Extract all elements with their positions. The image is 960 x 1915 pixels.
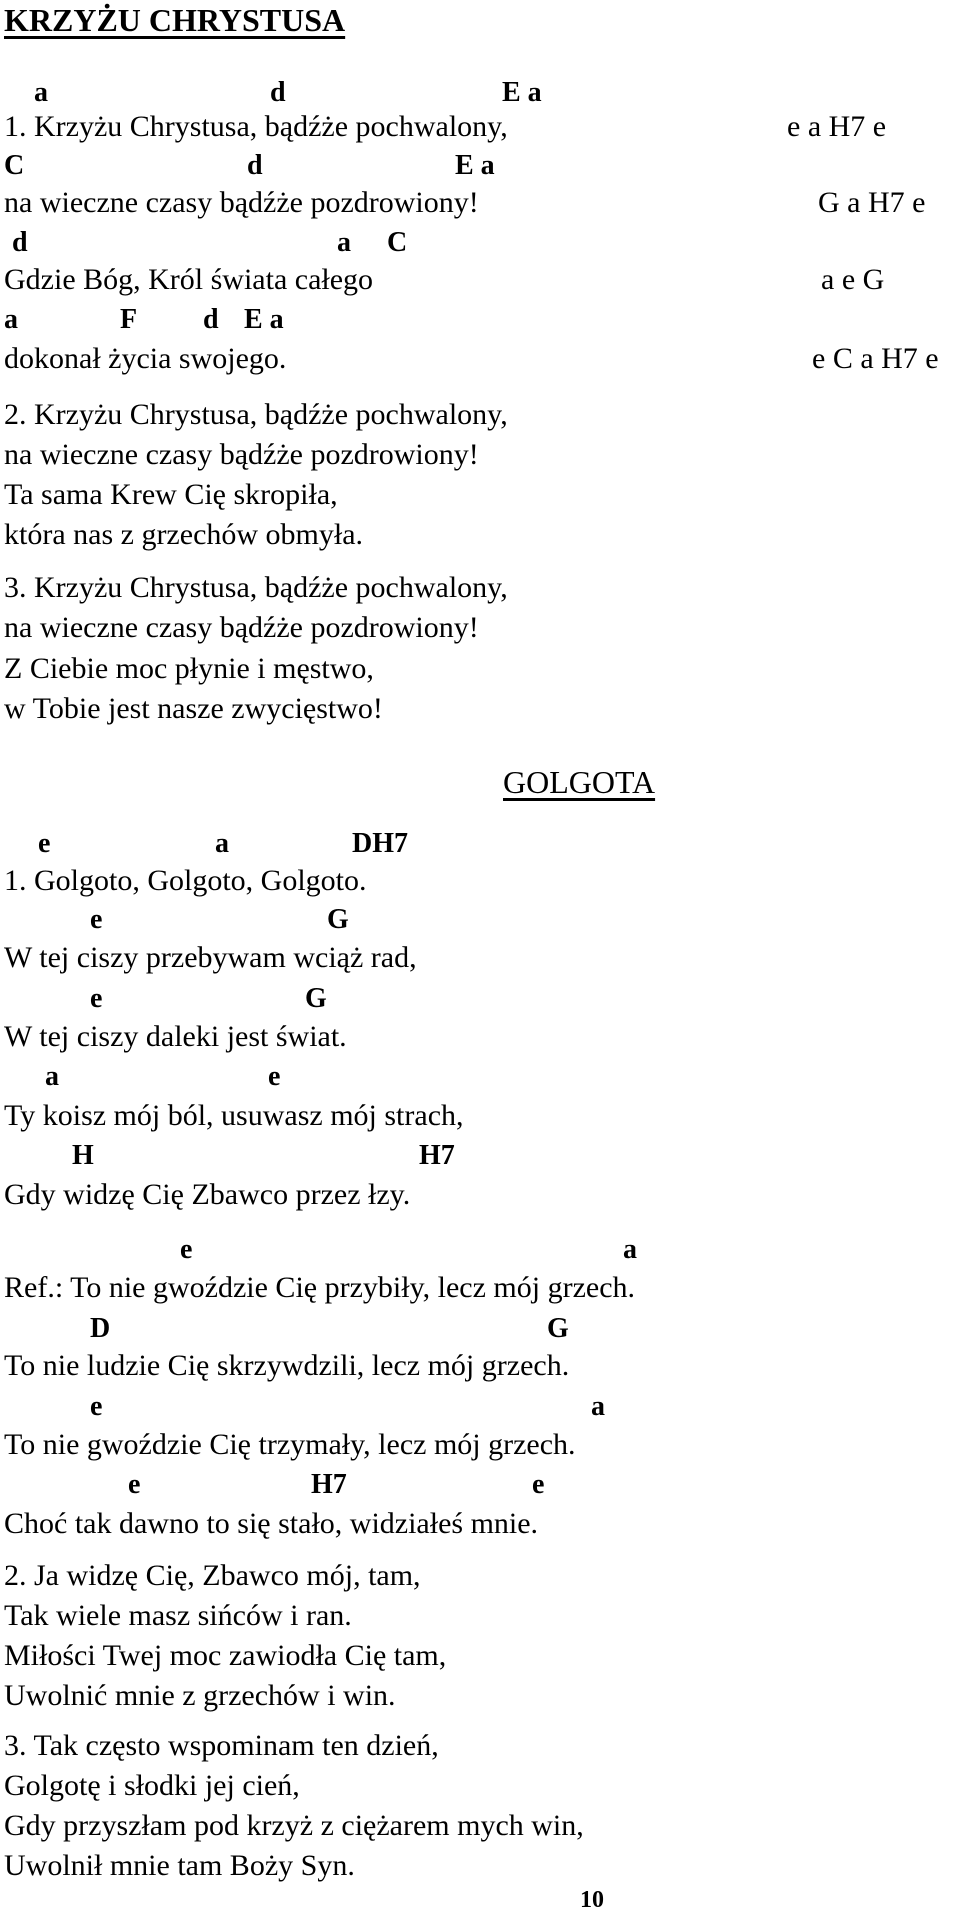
chord: G <box>305 983 327 1014</box>
lyric-line: To nie gwoździe Cię trzymały, lecz mój grzech. <box>4 1428 576 1461</box>
lyric-line: Z Ciebie moc płynie i męstwo, <box>4 652 374 685</box>
chord: d <box>12 227 28 258</box>
chord: a <box>623 1234 637 1265</box>
side-chords: a e G <box>821 263 885 296</box>
side-chords: e a H7 e <box>787 110 887 143</box>
lyric-line: 3. Krzyżu Chrystusa, bądźże pochwalony, <box>4 571 508 604</box>
chord: H <box>72 1140 94 1171</box>
chord: a <box>215 828 229 859</box>
lyric-line: 3. Tak często wspominam ten dzień, <box>4 1729 439 1762</box>
chord: DH7 <box>352 828 408 859</box>
chord: e <box>128 1469 141 1500</box>
lyric-line: Golgotę i słodki jej cień, <box>4 1769 300 1802</box>
lyric-line: na wieczne czasy bądźże pozdrowiony! <box>4 186 479 219</box>
page-number: 10 <box>580 1887 604 1913</box>
lyric-line: 1. Krzyżu Chrystusa, bądźże pochwalony, <box>4 110 508 143</box>
chord: F <box>120 304 138 335</box>
lyric-line: Choć tak dawno to się stało, widziałeś mnie. <box>4 1507 539 1540</box>
song1-title: KRZYŻU CHRYSTUSA <box>4 2 346 38</box>
lyric-line: Gdzie Bóg, Król świata całego <box>4 263 374 296</box>
lyric-line: Gdy widzę Cię Zbawco przez łzy. <box>4 1178 411 1211</box>
chord: E a <box>455 150 495 181</box>
chord: a <box>337 227 351 258</box>
chord: d <box>270 77 286 108</box>
chord: E a <box>502 77 542 108</box>
chord: G <box>547 1313 569 1344</box>
chord: e <box>90 983 103 1014</box>
song2-title: GOLGOTA <box>503 764 656 800</box>
chord: a <box>591 1391 605 1422</box>
lyric-line: W tej ciszy daleki jest świat. <box>4 1020 347 1053</box>
lyric-line: To nie ludzie Cię skrzywdzili, lecz mój grzech. <box>4 1349 570 1382</box>
chord: a <box>45 1061 59 1092</box>
lyric-line: Miłości Twej moc zawiodła Cię tam, <box>4 1639 447 1672</box>
lyric-line: na wieczne czasy bądźże pozdrowiony! <box>4 611 479 644</box>
lyric-line: 2. Ja widzę Cię, Zbawco mój, tam, <box>4 1559 421 1592</box>
chord: C <box>387 227 408 258</box>
chord: a <box>34 77 48 108</box>
lyric-line: Ta sama Krew Cię skropiła, <box>4 478 338 511</box>
chord: D <box>90 1313 111 1344</box>
lyric-line: Ref.: To nie gwoździe Cię przybiły, lecz mój grzech. <box>4 1271 636 1304</box>
lyric-line: W tej ciszy przebywam wciąż rad, <box>4 941 417 974</box>
chord: H7 <box>311 1469 347 1500</box>
chord: e <box>38 828 51 859</box>
lyric-line: która nas z grzechów obmyła. <box>4 518 364 551</box>
lyric-line: Uwolnić mnie z grzechów i win. <box>4 1679 396 1712</box>
lyric-line: 1. Golgoto, Golgoto, Golgoto. <box>4 864 367 897</box>
chord: e <box>268 1061 281 1092</box>
lyric-line: 2. Krzyżu Chrystusa, bądźże pochwalony, <box>4 398 508 431</box>
chord: e <box>90 904 103 935</box>
chord: d <box>247 150 263 181</box>
lyric-line: na wieczne czasy bądźże pozdrowiony! <box>4 438 479 471</box>
chord: G <box>327 904 349 935</box>
chord: e <box>532 1469 545 1500</box>
side-chords: e C a H7 e <box>812 342 939 375</box>
chord: e <box>180 1234 193 1265</box>
chord: H7 <box>419 1140 455 1171</box>
chord: a <box>4 304 18 335</box>
lyric-line: Gdy przyszłam pod krzyż z ciężarem mych win, <box>4 1809 584 1842</box>
chord: d <box>203 304 219 335</box>
lyric-line: Uwolnił mnie tam Boży Syn. <box>4 1849 355 1882</box>
chord: e <box>90 1391 103 1422</box>
lyric-line: w Tobie jest nasze zwycięstwo! <box>4 692 383 725</box>
chord: E a <box>244 304 284 335</box>
lyric-line: dokonał życia swojego. <box>4 342 287 375</box>
lyric-line: Ty koisz mój ból, usuwasz mój strach, <box>4 1099 464 1132</box>
chord: C <box>4 150 25 181</box>
lyric-line: Tak wiele masz sińców i ran. <box>4 1599 352 1632</box>
side-chords: G a H7 e <box>818 186 926 219</box>
